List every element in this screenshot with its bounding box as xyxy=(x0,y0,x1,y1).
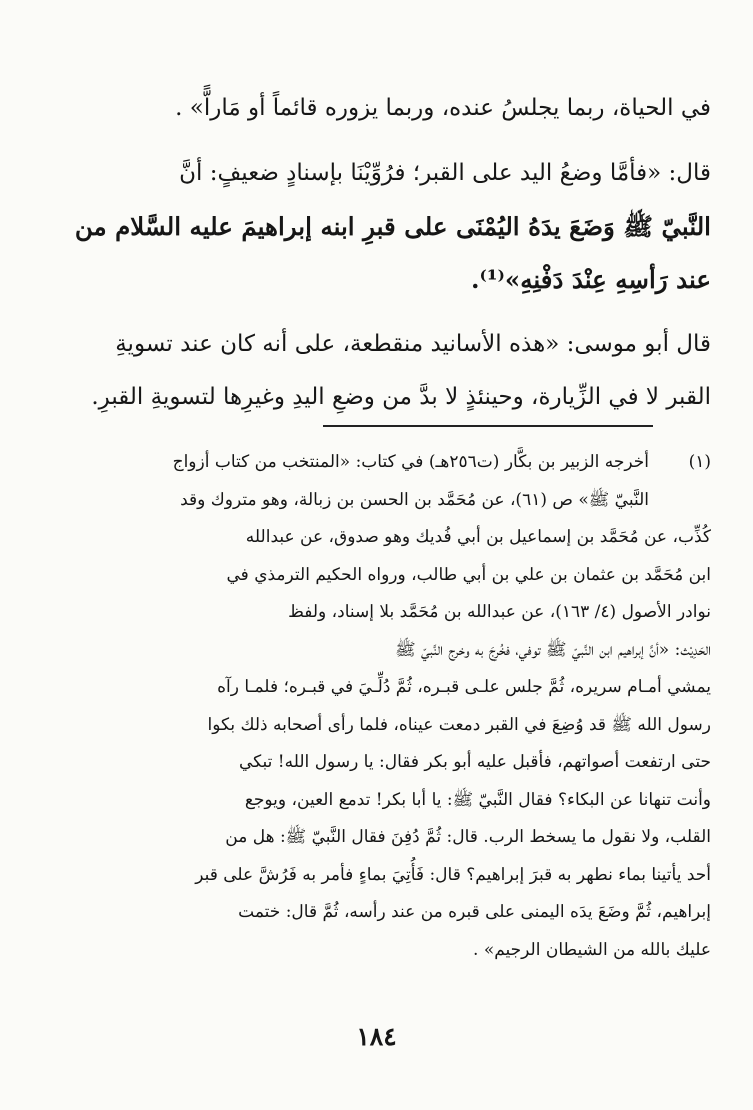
footnote-line: إبراهيم، ثُمَّ وضَعَ يدَه اليمنى على قبره من عند رأسه، ثُمَّ قال: ختمت xyxy=(238,902,711,922)
text-line: القبر لا في الزِّيارة، وحينئذٍ لا بدَّ من وضعِ اليدِ وغيرِها لتسويةِ القبرِ. xyxy=(91,384,711,410)
text-line: النَّبيّ ﷺ وَضَعَ يدَهُ اليُمْنَى على قبرِ ابنه إبراهيمَ عليه السَّلام من xyxy=(74,212,711,241)
footnote-divider xyxy=(323,425,653,427)
text-line: قال: «فأمَّا وضعُ اليد على القبر؛ فرُوِّيْنَا بإسنادٍ ضعيفٍ: أنَّ xyxy=(179,160,711,186)
text-line: في الحياة، ربما يجلسُ عنده، وربما يزوره قائماً أو مَاراًّ» . xyxy=(175,95,711,121)
main-text xyxy=(54,82,711,424)
footnote-line: كُذِّب، عن مُحَمَّد بن إسماعيل بن أبي فُديك وهو صدوق، عن عبدالله xyxy=(245,527,711,547)
footnote-line: حتى ارتفعت أصواتهم، فأقبل عليه أبو بكر فقال: يا رسول الله! تبكي xyxy=(238,752,711,772)
footnote-line: القلب، ولا نقول ما يسخط الرب. قال: ثُمَّ دُفِنَ فقال النَّبيّ ﷺ: هل من xyxy=(225,827,711,847)
footnote-body xyxy=(54,444,649,519)
footnotes xyxy=(54,444,711,969)
footnote-line: نوادر الأصول (٤/ ١٦٣)، عن عبدالله بن مُحَمَّد بلا إسناد، ولفظ xyxy=(288,602,711,622)
text-line: قال أبو موسى: «هذه الأسانيد منقطعة، على أنه كان عند تسويةِ xyxy=(115,331,711,357)
footnote-line: أخرجه الزبير بن بكَّار (ت٢٥٦هـ) في كتاب: «المنتخب من كتاب أزواج xyxy=(172,452,649,472)
footnote-line: رسول الله ﷺ قد وُضِعَ في القبر دمعت عيناه، فلما رأى أصحابه ذلك بكوا xyxy=(207,714,711,735)
footnote-line: النَّبيّ ﷺ» ص (٦١)، عن مُحَمَّد بن الحسن بن زبالة، وهو متروك وقد xyxy=(180,489,649,510)
text-line: عند رَأسِهِ عِنْدَ دَفْنِهِ»⁽¹⁾. xyxy=(471,265,711,294)
footnote-line: الحَدِيْث: «أنَّ إبراهيم ابن النَّبيّ ﷺ توفي، فخُرِجَ به وخرج النَّبيّ ﷺ xyxy=(395,639,711,660)
footnote-line: يمشي أمـام سريره، ثُمَّ جلس علـى قبـره، ثُمَّ دُلِّـيَ في قبـره؛ فلمـا رآه xyxy=(217,677,711,697)
footnote-line: وأنت تنهانا عن البكاء؟ فقال النَّبيّ ﷺ: يا أبا بكر! تدمع العين، ويوجع xyxy=(244,789,711,810)
footnote-line: أحد يأتينا بماء نطهر به قبرَ إبراهيم؟ قال: فَأُتِيَ بماءٍ فأمر به فَرُشَّ على قبر xyxy=(195,864,711,885)
footnote-line: عليك بالله من الشيطان الرجيم» . xyxy=(473,939,711,960)
footnote-body-continued xyxy=(54,519,711,969)
footnote-line: ابن مُحَمَّد بن عثمان بن علي بن أبي طالب، ورواه الحكيم الترمذي في xyxy=(226,564,711,585)
page-number: ١٨٤ xyxy=(356,1022,397,1051)
footnote-number: (١) xyxy=(688,452,711,472)
